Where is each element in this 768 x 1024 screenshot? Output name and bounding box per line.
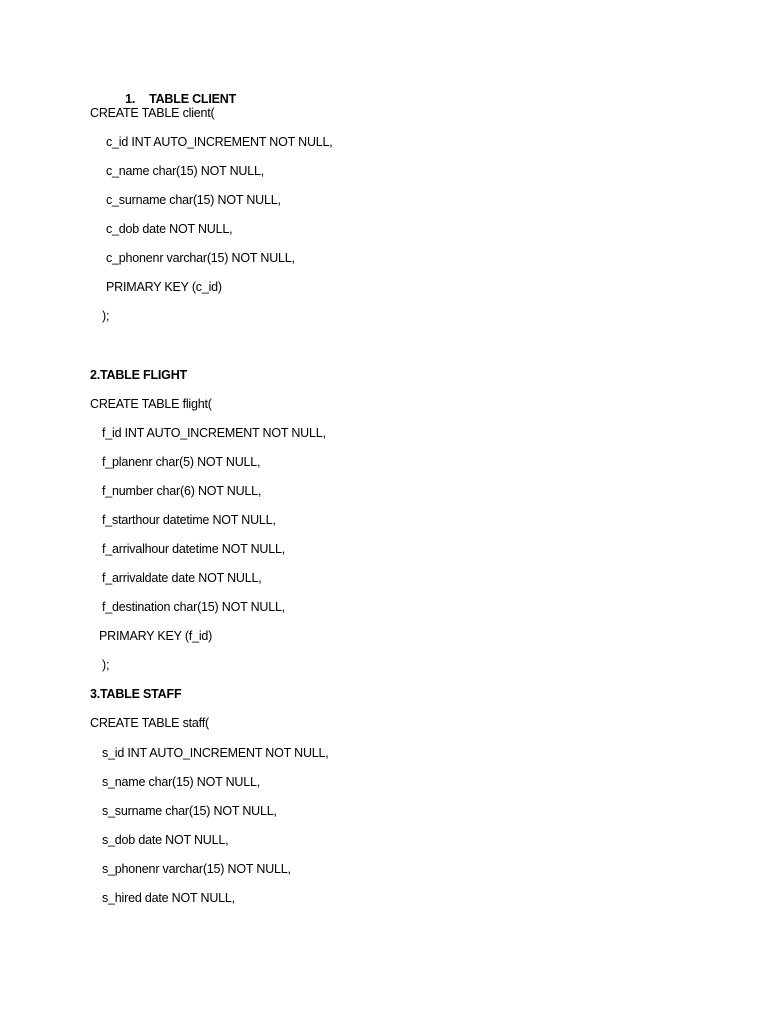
field-line: s_dob date NOT NULL, <box>102 833 229 847</box>
field-line: s_phonenr varchar(15) NOT NULL, <box>102 862 291 876</box>
field-line: s_name char(15) NOT NULL, <box>102 775 261 789</box>
field-line: c_dob date NOT NULL, <box>106 222 233 236</box>
field-line: f_number char(6) NOT NULL, <box>102 484 262 498</box>
field-line: s_hired date NOT NULL, <box>102 891 235 905</box>
create-statement-client: CREATE TABLE client( <box>90 106 215 120</box>
section-title: TABLE CLIENT <box>149 92 237 106</box>
field-line: c_name char(15) NOT NULL, <box>106 164 265 178</box>
field-line: c_surname char(15) NOT NULL, <box>106 193 281 207</box>
close-statement: ); <box>102 658 110 672</box>
section-heading-staff: 3.TABLE STAFF <box>90 687 182 701</box>
create-statement-flight: CREATE TABLE flight( <box>90 397 212 411</box>
primary-key-line: PRIMARY KEY (c_id) <box>106 280 222 294</box>
field-line: c_phonenr varchar(15) NOT NULL, <box>106 251 295 265</box>
field-line: c_id INT AUTO_INCREMENT NOT NULL, <box>106 135 333 149</box>
section-number: 1. <box>125 92 136 106</box>
field-line: f_arrivalhour datetime NOT NULL, <box>102 542 286 556</box>
close-statement: ); <box>102 309 110 323</box>
field-line: s_id INT AUTO_INCREMENT NOT NULL, <box>102 746 329 760</box>
field-line: f_arrivaldate date NOT NULL, <box>102 571 262 585</box>
field-line: f_destination char(15) NOT NULL, <box>102 600 286 614</box>
create-statement-staff: CREATE TABLE staff( <box>90 716 209 730</box>
field-line: f_id INT AUTO_INCREMENT NOT NULL, <box>102 426 326 440</box>
field-line: f_starthour datetime NOT NULL, <box>102 513 276 527</box>
section-heading-flight: 2.TABLE FLIGHT <box>90 368 187 382</box>
field-line: s_surname char(15) NOT NULL, <box>102 804 277 818</box>
primary-key-line: PRIMARY KEY (f_id) <box>99 629 213 643</box>
field-line: f_planenr char(5) NOT NULL, <box>102 455 261 469</box>
